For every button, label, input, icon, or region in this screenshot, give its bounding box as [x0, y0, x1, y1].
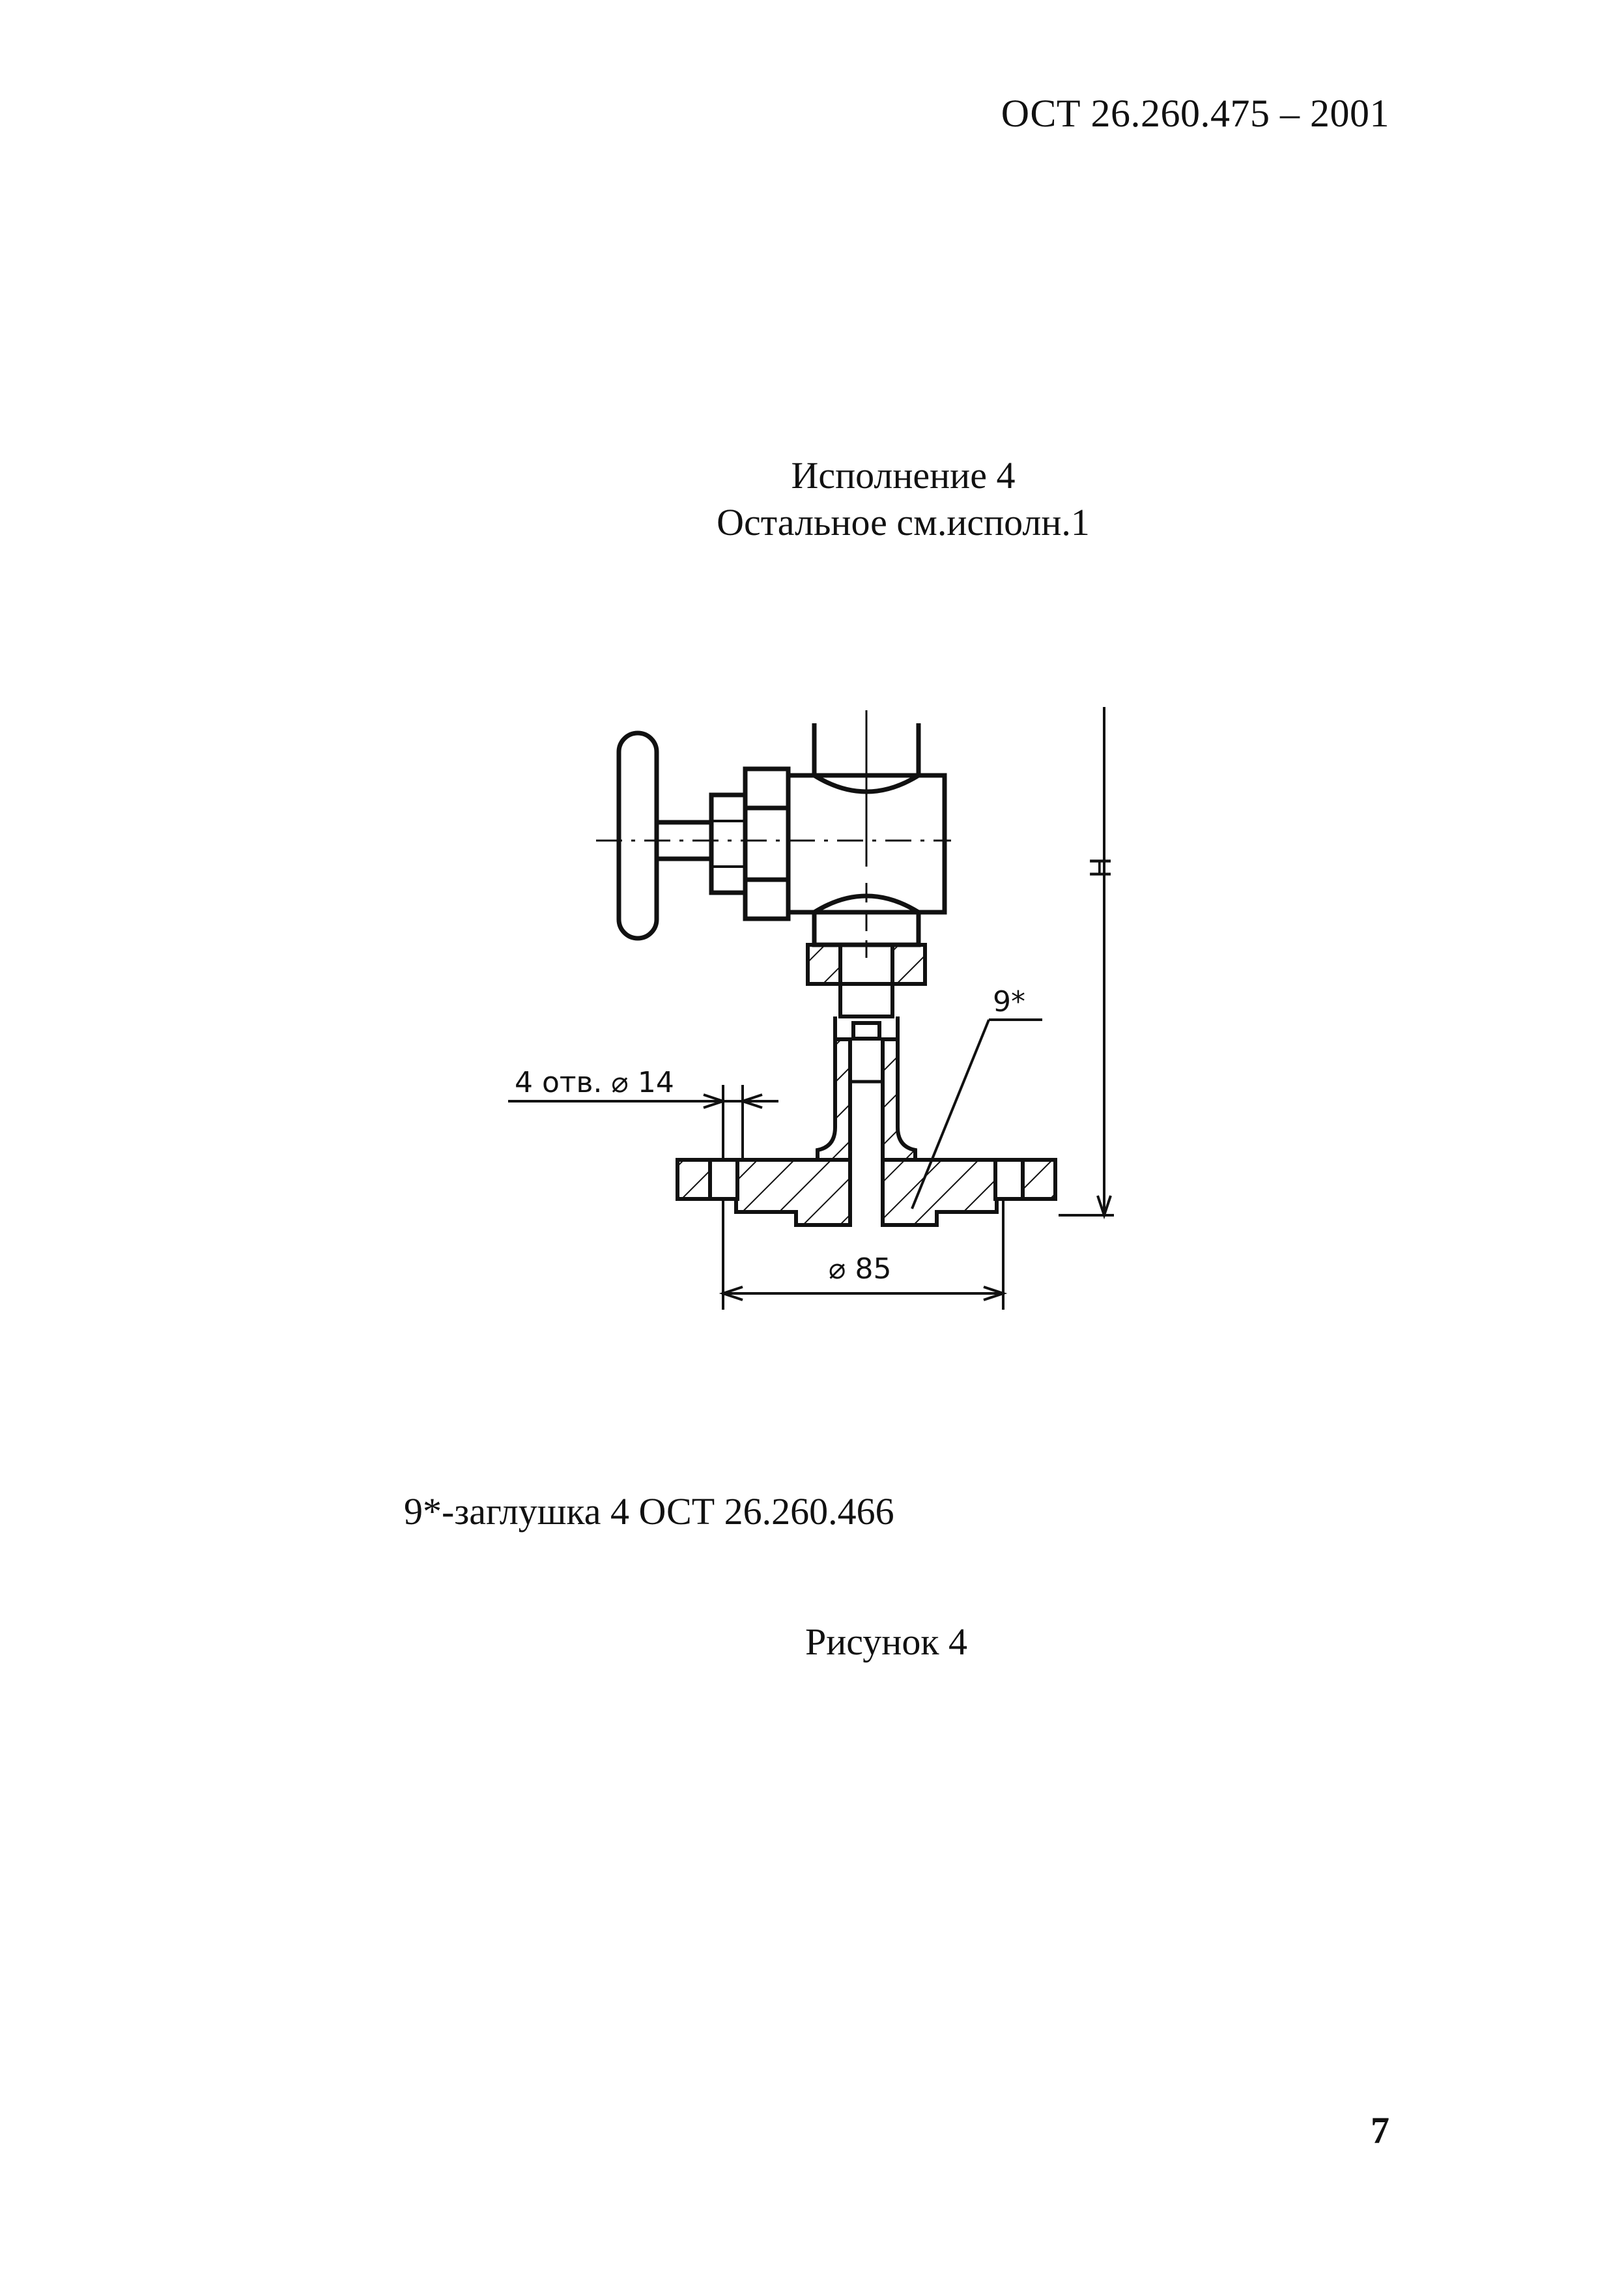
handwheel — [619, 733, 711, 938]
document-code: ОСТ 26.260.475 – 2001 — [1001, 92, 1389, 135]
plug-part — [840, 984, 892, 1039]
part-label: 9* — [993, 985, 1025, 1018]
height-label: Н — [1085, 856, 1118, 878]
flange-section — [677, 1160, 1055, 1225]
diameter-label: ⌀ 85 — [829, 1252, 892, 1286]
execution-subtitle: Остальное см.исполн.1 — [717, 501, 1090, 543]
packing-nut — [711, 769, 788, 919]
page-number: 7 — [1371, 2109, 1389, 2152]
holes-label: 4 отв. ⌀ 14 — [515, 1066, 674, 1099]
footnote: 9*-заглушка 4 ОСТ 26.260.466 — [404, 1490, 894, 1533]
execution-title: Исполнение 4 — [791, 454, 1016, 497]
valve-body — [788, 710, 945, 958]
height-dimension — [1059, 707, 1114, 1215]
figure-caption: Рисунок 4 — [805, 1621, 967, 1663]
